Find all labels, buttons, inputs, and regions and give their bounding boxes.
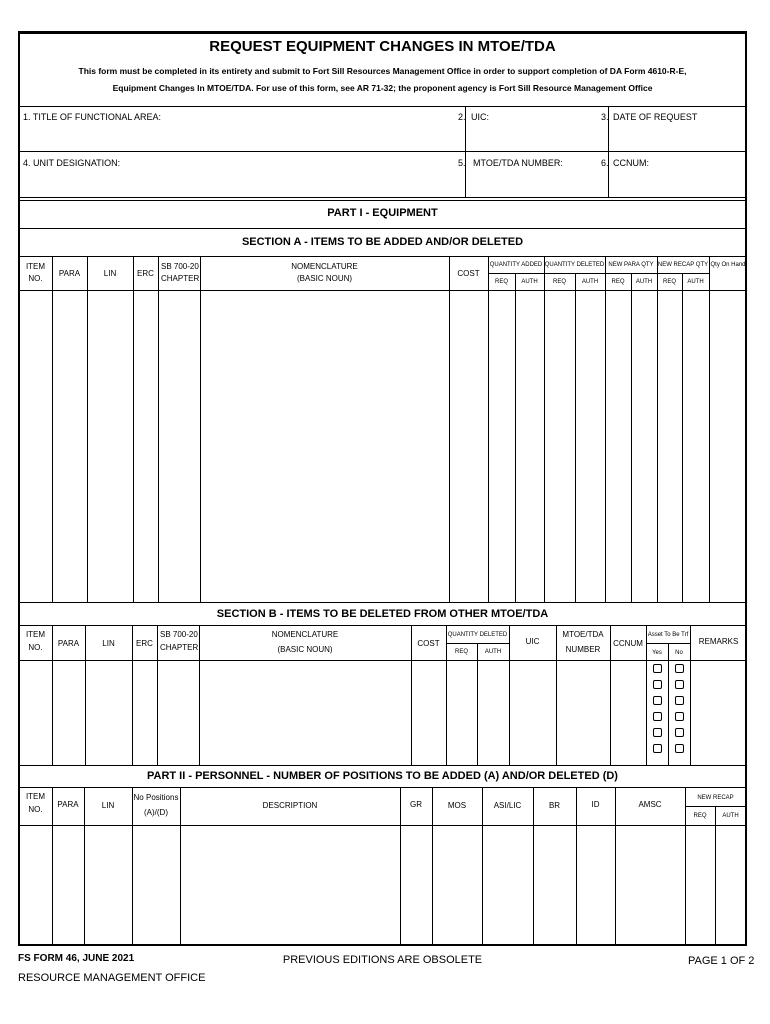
sb-yes-header: Yes [652, 650, 662, 656]
p2-mos-header: MOS [447, 801, 467, 810]
section-a-entry-area[interactable] [20, 291, 746, 601]
sb-no-header: No [675, 650, 683, 656]
mtoe-tda-number-input[interactable] [467, 170, 606, 195]
sb-nomenclature-header: NOMENCLATURE [271, 630, 339, 639]
sa-qty-on-hand-header: Qty On Hand [710, 262, 746, 268]
instructions-line-2: Equipment Changes In MTOE/TDA. For use of this form, see AR 71-32; the proponent agency is Fort Sill Resource Management Office [112, 83, 653, 93]
page-number: PAGE 1 OF 2 [688, 955, 755, 967]
sa-cost-header: COST [457, 269, 480, 278]
remarks-input[interactable] [692, 661, 746, 764]
p2-item-no-header: NO. [28, 805, 43, 814]
p2-item-header: ITEM [25, 792, 46, 801]
asset-no-checkbox-3[interactable] [675, 696, 684, 705]
date-field-num: 3. [601, 112, 609, 122]
section-a-title: SECTION A - ITEMS TO BE ADDED AND/OR DELETED [241, 236, 524, 248]
sb-remarks-header: REMARKS [698, 637, 739, 646]
sa-qty-deleted-auth: AUTH [581, 279, 599, 285]
sb-sb-header: SB 700-20 [160, 630, 198, 639]
section-b-entry-area[interactable] [20, 661, 644, 764]
sa-sb-chapter-header: CHAPTER [161, 274, 200, 283]
sa-para-header: PARA [58, 269, 81, 278]
sa-new-para-req: REQ [611, 279, 625, 285]
asset-no-checkbox-5[interactable] [675, 728, 684, 737]
asset-yes-checkbox-5[interactable] [653, 728, 662, 737]
ccnum-input[interactable] [610, 170, 744, 195]
sa-item-no-header: NO. [28, 274, 43, 283]
asset-no-checkbox-1[interactable] [675, 664, 684, 673]
sa-qty-deleted-header: QUANTITY DELETED [544, 262, 605, 268]
title-functional-area-label: 1. TITLE OF FUNCTIONAL AREA: [23, 112, 162, 122]
sa-erc-header: ERC [137, 269, 154, 278]
mtoe-field-num: 5. [458, 158, 466, 168]
p2-new-recap-header: NEW RECAP [697, 795, 734, 801]
office-name: RESOURCE MANAGEMENT OFFICE [18, 972, 206, 984]
sa-qty-deleted-req: REQ [552, 279, 566, 285]
sa-item-header: ITEM [25, 262, 46, 271]
sb-lin-header: LIN [102, 639, 115, 648]
p2-asi-lic-header: ASI/LIC [493, 801, 522, 810]
sb-uic-header: UIC [525, 637, 540, 646]
unit-designation-label: 4. UNIT DESIGNATION: [23, 158, 121, 168]
mtoe-tda-number-label: MTOE/TDA NUMBER: [473, 158, 563, 168]
section-b-title: SECTION B - ITEMS TO BE DELETED FROM OTHER MTOE/TDA [216, 608, 549, 620]
form-id: FS FORM 46, JUNE 2021 [18, 953, 135, 964]
date-of-request-input[interactable] [610, 124, 744, 149]
instructions-line-1: This form must be completed in its entirety and submit to Fort Sill Resources Management Office in order to support completion of DA Form 4610-R-E, [78, 66, 687, 76]
sb-item-header: ITEM [25, 630, 46, 639]
asset-no-checkbox-4[interactable] [675, 712, 684, 721]
part1-title: PART I - EQUIPMENT [327, 207, 438, 219]
sa-nomenclature-header: NOMENCLATURE [291, 262, 358, 271]
asset-no-checkbox-6[interactable] [675, 744, 684, 753]
sa-lin-header: LIN [103, 269, 117, 278]
sb-ccnum-header: CCNUM [613, 639, 643, 648]
sa-qty-added-auth: AUTH [521, 279, 538, 285]
uic-field-num: 2. [458, 112, 466, 122]
sa-qty-added-header: QUANTITY ADDED [489, 262, 543, 268]
asset-yes-checkbox-3[interactable] [653, 696, 662, 705]
asset-yes-checkbox-6[interactable] [653, 744, 662, 753]
asset-no-checkbox-2[interactable] [675, 680, 684, 689]
sb-qty-deleted-auth: AUTH [484, 649, 502, 655]
unit-designation-input[interactable] [21, 170, 463, 195]
sb-sb-chapter-header: CHAPTER [160, 643, 199, 652]
p2-no-positions-ad-header: (A)/(D) [144, 808, 168, 817]
p2-br-header: BR [548, 801, 561, 810]
asset-yes-checkbox-4[interactable] [653, 712, 662, 721]
sa-qty-added-req: REQ [494, 279, 508, 285]
ccnum-label: CCNUM: [613, 158, 649, 168]
p2-amsc-header: AMSC [638, 800, 662, 809]
sb-basic-noun-header: (BASIC NOUN) [277, 645, 333, 654]
p2-new-recap-req: REQ [693, 813, 707, 819]
sb-asset-trf-header: Asset To Be Trf [647, 632, 689, 638]
sa-new-para-qty-header: NEW PARA QTY [608, 262, 654, 268]
sa-new-recap-req: REQ [662, 279, 676, 285]
p2-gr-header: GR [410, 800, 422, 809]
uic-field-label: UIC: [471, 112, 489, 122]
p2-no-positions-header: No Positions [133, 793, 179, 802]
asset-yes-checkbox-1[interactable] [653, 664, 662, 673]
sa-sb-header: SB 700-20 [161, 262, 199, 271]
form-title: REQUEST EQUIPMENT CHANGES IN MTOE/TDA [209, 38, 556, 55]
ccnum-field-num: 6. [601, 158, 609, 168]
date-of-request-label: DATE OF REQUEST [613, 112, 698, 122]
sb-para-header: PARA [57, 639, 80, 648]
sb-qty-deleted-header: QUANTITY DELETED [447, 632, 508, 638]
part2-title: PART II - PERSONNEL - NUMBER OF POSITIONS TO BE ADDED (A) AND/OR DELETED (D) [147, 770, 618, 782]
p2-lin-header: LIN [101, 801, 115, 810]
sb-erc-header: ERC [136, 639, 153, 648]
sb-qty-deleted-req: REQ [454, 649, 468, 655]
sb-mtoe-header: MTOE/TDA [562, 630, 604, 639]
p2-new-recap-auth: AUTH [722, 813, 739, 819]
sa-new-recap-auth: AUTH [687, 279, 704, 285]
sb-mtoe-number-header: NUMBER [565, 645, 601, 654]
sb-item-no-header: NO. [28, 643, 43, 652]
p2-para-header: PARA [57, 800, 79, 809]
part2-entry-area[interactable] [20, 826, 746, 944]
title-functional-area-input[interactable] [21, 124, 463, 149]
sa-new-para-auth: AUTH [635, 279, 653, 285]
sa-new-recap-qty-header: NEW RECAP QTY [657, 262, 709, 268]
sa-basic-noun-header: (BASIC NOUN) [296, 274, 353, 283]
asset-yes-checkbox-2[interactable] [653, 680, 662, 689]
obsolete-notice: PREVIOUS EDITIONS ARE OBSOLETE [282, 954, 483, 966]
p2-id-header: ID [591, 800, 600, 809]
uic-input[interactable] [467, 124, 606, 149]
sb-cost-header: COST [417, 639, 440, 648]
p2-description-header: DESCRIPTION [262, 801, 318, 810]
